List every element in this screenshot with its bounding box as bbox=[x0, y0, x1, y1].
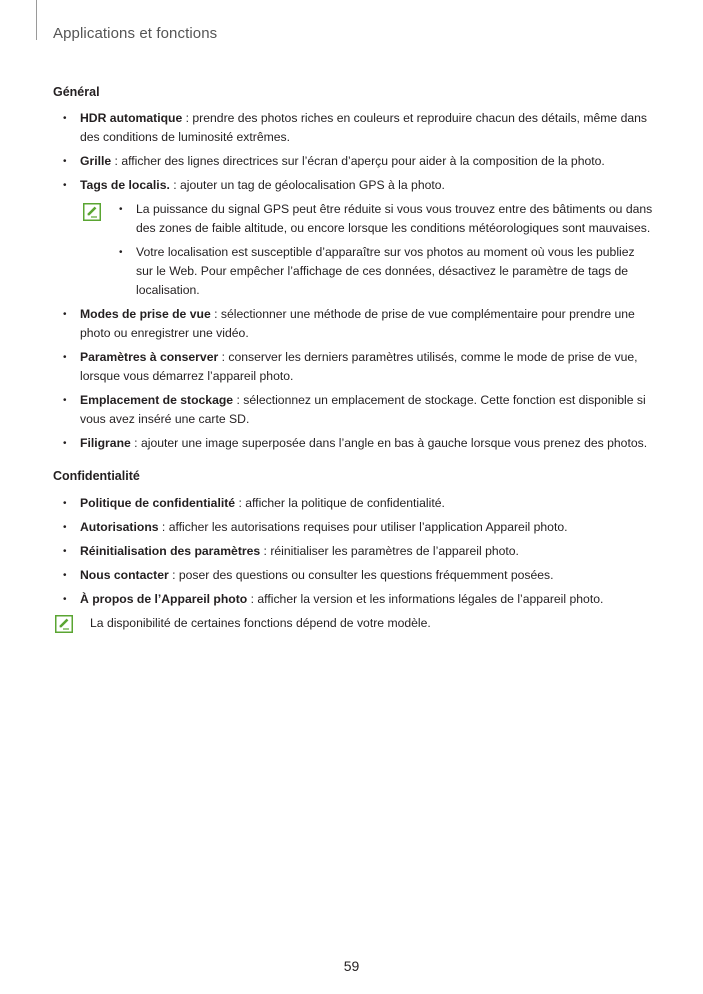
item-term: Paramètres à conserver bbox=[80, 350, 219, 364]
list-item bbox=[53, 590, 653, 609]
bullet: • bbox=[63, 113, 67, 124]
item-term: Filigrane bbox=[80, 436, 131, 450]
list-item bbox=[53, 176, 653, 195]
bullet: • bbox=[119, 204, 123, 215]
section-title-privacy: Confidentialité bbox=[53, 469, 140, 483]
bullet: • bbox=[119, 247, 123, 258]
item-desc: : conserver les derniers paramètres utilisés, comme le mode de prise de vue, lorsque vous démarrez l’appareil photo. bbox=[80, 350, 638, 383]
note-text: La puissance du signal GPS peut être réduite si vous vous trouvez entre des bâtiments ou dans des zones de faible altitude, ou encore lorsque les conditions météorologiques sont mauvaises. bbox=[136, 202, 653, 235]
note-list bbox=[109, 200, 653, 300]
general-list bbox=[53, 109, 653, 195]
bullet: • bbox=[63, 570, 67, 581]
bullet: • bbox=[63, 498, 67, 509]
item-term: Politique de confidentialité bbox=[80, 496, 236, 510]
general-list-continued bbox=[53, 305, 653, 453]
list-item bbox=[53, 109, 653, 147]
bullet: • bbox=[63, 522, 67, 533]
list-item bbox=[53, 494, 653, 513]
item-desc: : ajouter une image superposée dans l’angle en bas à gauche lorsque vous prenez des photos. bbox=[130, 436, 648, 450]
item-desc: : prendre des photos riches en couleurs et reproduire chacun des détails, même dans des conditions de luminosité extrêmes. bbox=[80, 111, 647, 144]
list-item bbox=[53, 305, 653, 343]
note-box bbox=[83, 200, 653, 300]
bullet: • bbox=[63, 438, 67, 449]
note-icon bbox=[83, 203, 101, 221]
bullet: • bbox=[63, 156, 67, 167]
list-item bbox=[53, 152, 653, 171]
item-desc: : poser des questions ou consulter les questions fréquemment posées. bbox=[168, 568, 554, 582]
item-desc: : afficher des lignes directrices sur l’écran d’aperçu pour aider à la composition de la photo. bbox=[111, 154, 605, 168]
list-item bbox=[53, 566, 653, 585]
bullet: • bbox=[63, 309, 67, 320]
item-term: Réinitialisation des paramètres bbox=[80, 544, 261, 558]
footnote bbox=[53, 614, 653, 633]
footnote-text: La disponibilité de certaines fonctions dépend de votre modèle. bbox=[90, 616, 431, 630]
section-title-general: Général bbox=[53, 85, 100, 99]
list-item bbox=[53, 434, 653, 453]
privacy-list bbox=[53, 494, 653, 609]
list-item bbox=[53, 348, 653, 386]
page-content bbox=[53, 83, 653, 633]
note-icon bbox=[55, 615, 73, 633]
item-term: Tags de localis. bbox=[80, 178, 170, 192]
item-term: Emplacement de stockage bbox=[80, 393, 234, 407]
item-term: Nous contacter bbox=[80, 568, 169, 582]
item-term: Autorisations bbox=[80, 520, 159, 534]
item-desc: : sélectionnez un emplacement de stockage. Cette fonction est disponible si vous avez inséré une carte SD. bbox=[80, 393, 646, 426]
bullet: • bbox=[63, 180, 67, 191]
list-item bbox=[53, 518, 653, 537]
bullet: • bbox=[63, 594, 67, 605]
note-text: Votre localisation est susceptible d’apparaître sur vos photos au moment où vous les publiez sur le Web. Pour empêcher l’affichage de ces données, désactivez le paramètre de tags de localisation. bbox=[136, 245, 635, 297]
header-rule bbox=[36, 0, 37, 40]
page-header-title: Applications et fonctions bbox=[53, 25, 218, 42]
page-number: 59 bbox=[343, 958, 360, 974]
item-desc: : afficher les autorisations requises pour utiliser l’application Appareil photo. bbox=[158, 520, 568, 534]
note-item bbox=[109, 200, 653, 238]
list-item bbox=[53, 542, 653, 561]
item-desc: : afficher la politique de confidentialité. bbox=[235, 496, 445, 510]
bullet: • bbox=[63, 395, 67, 406]
item-desc: : réinitialiser les paramètres de l’appareil photo. bbox=[260, 544, 519, 558]
item-desc: : ajouter un tag de géolocalisation GPS à la photo. bbox=[169, 178, 445, 192]
bullet: • bbox=[63, 546, 67, 557]
bullet: • bbox=[63, 352, 67, 363]
list-item bbox=[53, 391, 653, 429]
item-desc: : afficher la version et les informations légales de l’appareil photo. bbox=[247, 592, 604, 606]
item-term: Modes de prise de vue bbox=[80, 307, 211, 321]
item-term: HDR automatique bbox=[80, 111, 183, 125]
item-desc: : sélectionner une méthode de prise de vue complémentaire pour prendre une photo ou enregistrer une vidéo. bbox=[80, 307, 635, 340]
item-term: À propos de l’Appareil photo bbox=[80, 592, 248, 606]
note-item bbox=[109, 243, 653, 300]
item-term: Grille bbox=[80, 154, 112, 168]
